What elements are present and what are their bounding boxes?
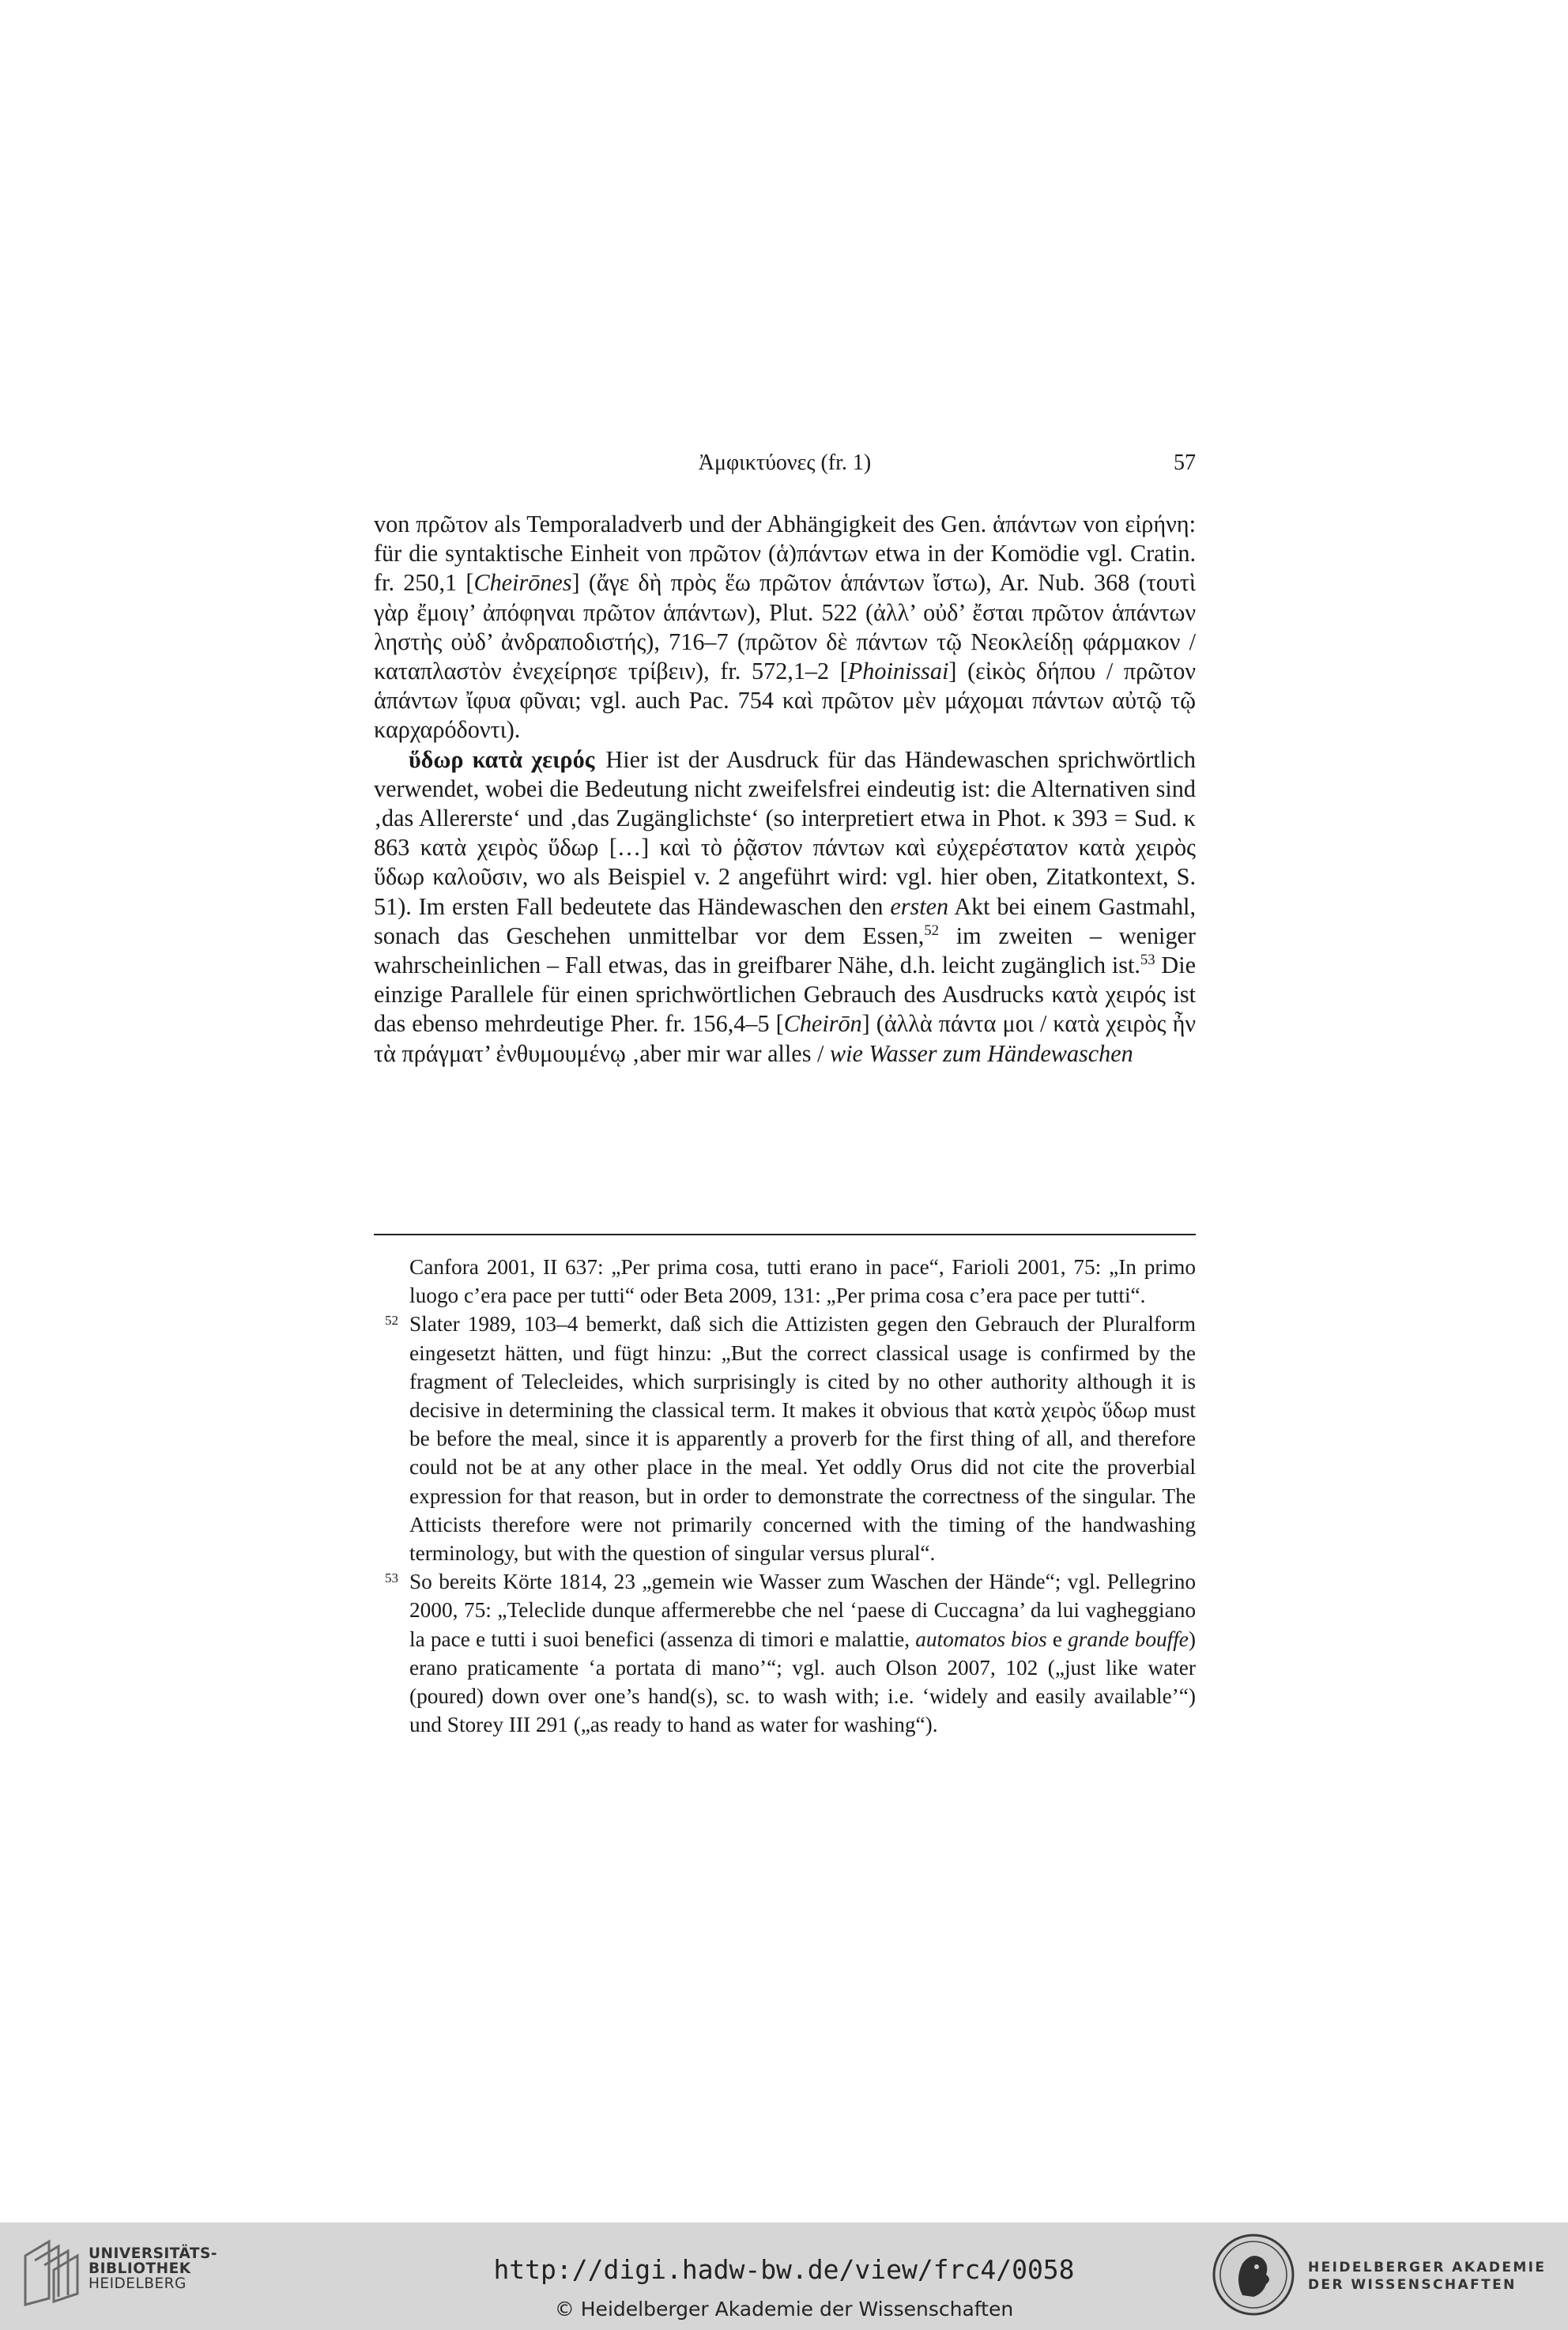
- para2-text-c: im zweiten – weniger wahrscheinlichen – Fall etwas, das in greifbarer Nähe, d.h. leicht zugänglich ist.: [374, 922, 1196, 979]
- para2-text-e: ] (ἀλλὰ πάντα μοι / κατὰ χειρὸς ἦν τὰ πράγματ’ ἐνθυμουμένῳ ‚aber mir war alles /: [374, 1010, 1197, 1067]
- footnote-53-text-b: e: [1046, 1627, 1069, 1651]
- para2-italic-2: Cheirōn: [783, 1010, 862, 1038]
- footnote-53-text-c: ) erano praticamente ‘a portata di mano’“; vgl. auch Olson 2007, 102 („just like water (poured) down over one’s hand(s), sc. to wash with; i.e. ‘widely and easily available’“) und Storey III 291 („as ready to hand as water for washing“).: [409, 1627, 1196, 1737]
- footnotes: [374, 1253, 1196, 1739]
- running-head: [374, 447, 1196, 479]
- page-number: 57: [1174, 451, 1196, 475]
- hadw-line-2: DER WISSENSCHAFTEN: [1308, 2277, 1517, 2293]
- footnote-53-italic-2: grande bouffe: [1068, 1627, 1189, 1651]
- running-head-title: Ἀμφικτύονες (fr. 1): [698, 451, 872, 475]
- paragraph-1: [374, 510, 1196, 745]
- para1-text-a: von πρῶτον als Temporaladverb und der Abhängigkeit des Gen. ἁπάντων von εἰρήνη: für die syntaktische Einheit von πρῶτον (ἁ)πάντων etwa in der Komödie vgl. Cratin. fr. 250,1 [: [374, 511, 1196, 597]
- footnote-continuation: [374, 1253, 1196, 1310]
- permalink-url[interactable]: http://digi.hadw-bw.de/view/frc4/0058: [493, 2254, 1075, 2285]
- footnote-52: [374, 1310, 1196, 1567]
- para1-italic-title-1: Cheirōnes: [473, 569, 572, 597]
- para1-text-b: ] (ἄγε δὴ πρὸς ἕω πρῶτον ἁπάντων ἴστω), Ar. Nub. 368 (τουτὶ γὰρ ἔμοιγ’ ἀπόφηναι πρῶτον ἁπάντων), Plut. 522 (ἀλλ’ οὐδ’ ἔσται πρῶτον ἁπάντων ληστὴς οὐδ’ ἀνδραποδιστής), 716–7 (πρῶτον δὲ πάντων τῷ Νεοκλείδῃ φάρμακον / καταπλαστὸν ἐνεχείρησε τρίβειν), fr. 572,1–2 [: [374, 569, 1196, 685]
- academy-logo-text[interactable]: [1308, 2259, 1546, 2294]
- footnote-number-53: 53: [385, 1570, 398, 1586]
- para2-italic-3: wie Wasser zum Händewaschen: [829, 1039, 1133, 1067]
- para2-italic-1: ersten: [890, 892, 949, 920]
- para1-italic-title-2: Phoinissai: [847, 658, 949, 685]
- para1-text-c: ] (εἰκὸς δήπου / πρῶτον ἁπάντων ἴφυα φῦναι; vgl. auch Pac. 754 καὶ πρῶτον μὲν μάχομαι πάντων αὐτῷ τῷ καρχαρόδοντι).: [374, 658, 1196, 744]
- main-text: [374, 510, 1196, 1069]
- copyright-notice: © Heidelberger Akademie der Wissenschaften: [554, 2298, 1014, 2321]
- ub-line-1: UNIVERSITÄTS-: [89, 2245, 217, 2262]
- footnote-53-italic-1: automatos bios: [915, 1627, 1047, 1651]
- footnote-continuation-text: Canfora 2001, II 637: „Per prima cosa, tutti erano in pace“, Farioli 2001, 75: „In primo luogo c’era pace per tutti“ oder Beta 2009, 131: „Per prima cosa c’era pace per tutti“.: [409, 1255, 1196, 1308]
- footnote-52-text: Slater 1989, 103–4 bemerkt, daß sich die Attizisten gegen den Gebrauch der Pluralform eingesetzt hätten, und fügt hinzu: „But the correct classical usage is confirmed by the fragment of Telecleides, which surprisingly is cited by no other authority although it is decisive in determining the classical term. It makes it obvious that κατὰ χειρὸς ὕδωρ must be before the meal, since it is apparently a proverb for the first thing of all, and therefore could not be at any other place in the meal. Yet oddly Orus did not cite the proverbial expression for that reason, but in order to demonstrate the correctness of the singular. The Atticists therefore were not primarily concerned with the timing of the handwashing terminology, but with the question of singular versus plural“.: [409, 1312, 1196, 1566]
- para2-text-d: Die einzige Parallele für einen sprichwörtlichen Gebrauch des Ausdrucks κατὰ χειρός ist das ebenso mehrdeutige Pher. fr. 156,4–5 [: [374, 952, 1196, 1038]
- footnote-53: [374, 1567, 1196, 1739]
- ub-line-2: BIBLIOTHEK: [89, 2260, 191, 2277]
- lemma: ὕδωρ κατὰ χειρός: [409, 745, 595, 773]
- para2-text-a: Hier ist der Ausdruck für das Händewaschen sprichwörtlich verwendet, wobei die Bedeutung nicht zweifelsfrei eindeutig ist: die Alternativen sind ‚das Allererste‘ und ‚das Zugänglichste‘ (so interpretiert etwa in Phot. κ 393 = Sud. κ 863 κατὰ χειρὸς ὕδωρ […] καὶ τὸ ῥᾷστον πάντων καὶ εὐχερέστατον κατὰ χειρὸς ὕδωρ καλοῦσιν, wo als Beispiel v. 2 angeführt wird: vgl. hier oben, Zitatkontext, S. 51). Im ersten Fall bedeutete das Händewaschen den: [374, 745, 1196, 920]
- paragraph-2: [374, 745, 1196, 1069]
- para2-text-b: Akt bei einem Gastmahl, sonach das Geschehen unmittelbar vor dem Essen,: [374, 892, 1196, 949]
- ub-line-3: HEIDELBERG: [89, 2275, 187, 2292]
- footnote-separator: [374, 1234, 1196, 1235]
- footnote-number-52: 52: [385, 1313, 398, 1329]
- footnote-ref-52[interactable]: 52: [924, 922, 939, 939]
- footnote-ref-53[interactable]: 53: [1140, 951, 1155, 968]
- academy-seal-icon[interactable]: [1211, 2232, 1296, 2317]
- viewer-footer-bar: [0, 2223, 1568, 2330]
- footnote-53-text-a: So bereits Körte 1814, 23 „gemein wie Wasser zum Waschen der Hände“; vgl. Pellegrino 2000, 75: „Teleclide dunque affermerebbe che nel ‘paese di Cuccagna’ da lui vagheggiano la pace e tutti i suoi benefici (assenza di timori e malattie,: [409, 1570, 1196, 1651]
- hadw-line-1: HEIDELBERGER AKADEMIE: [1308, 2260, 1547, 2275]
